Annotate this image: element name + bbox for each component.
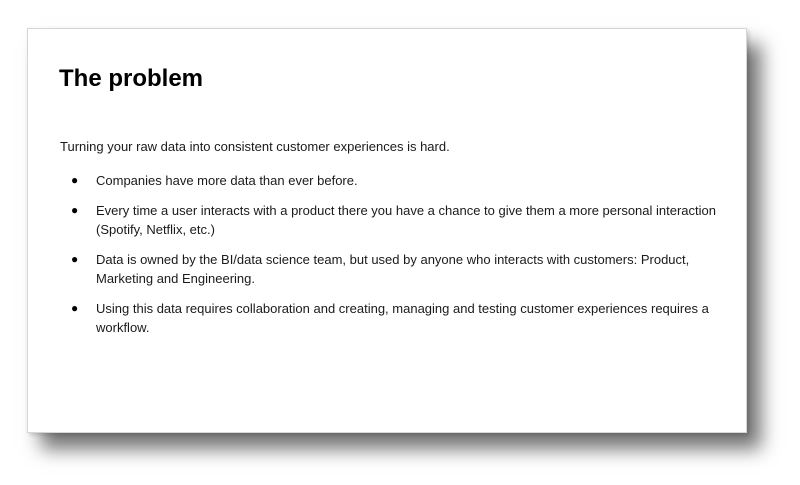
bullet-item (60, 250, 720, 288)
bullet-text: Companies have more data than ever before. (96, 173, 358, 188)
bullet-text: Using this data requires collaboration and creating, managing and testing customer experiences requires a workflow. (96, 301, 709, 335)
bullet-dot-icon: ● (71, 301, 79, 315)
bullet-item (60, 299, 720, 337)
bullet-item (60, 171, 720, 190)
intro-text: Turning your raw data into consistent customer experiences is hard. (60, 139, 450, 154)
bullet-dot-icon: ● (71, 252, 79, 266)
bullet-text: Every time a user interacts with a product there you have a chance to give them a more personal interaction (Spotify, Netflix, etc.) (96, 203, 716, 237)
bullet-dot-icon: ● (71, 203, 79, 217)
bullet-list (60, 171, 720, 337)
slide-body (60, 137, 720, 348)
slide (27, 28, 747, 433)
bullet-dot-icon: ● (71, 173, 79, 187)
bullet-item (60, 201, 720, 239)
bullet-text: Data is owned by the BI/data science team, but used by anyone who interacts with customers: Product, Marketing and Engineering. (96, 252, 690, 286)
slide-title: The problem (59, 65, 204, 92)
